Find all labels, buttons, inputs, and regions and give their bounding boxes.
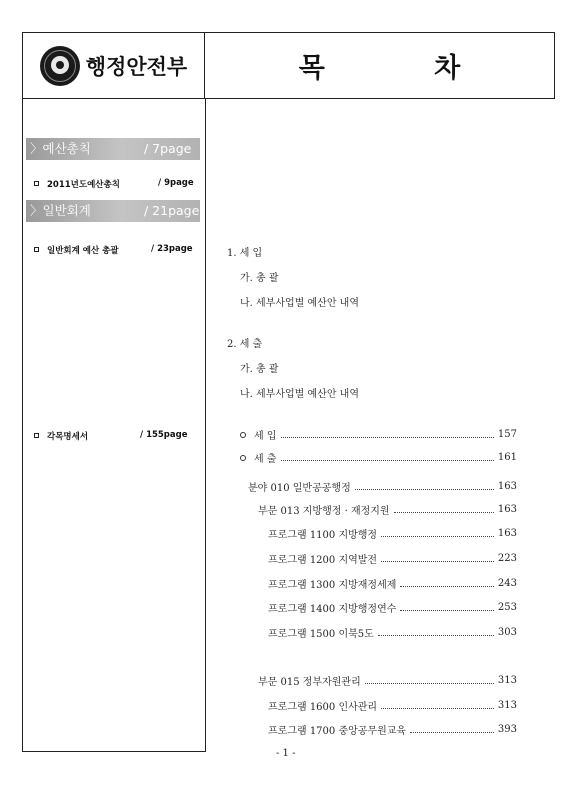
dot-leader (394, 512, 494, 513)
toc-entry[interactable]: 프로그램 1300 지방재정세제 243 (268, 578, 517, 591)
toc-page-number: 313 (497, 700, 517, 711)
toc-page-number: 303 (497, 627, 517, 638)
dot-leader (400, 586, 493, 587)
title-box (205, 32, 555, 99)
toc-entry[interactable]: 프로그램 1600 인사관리 313 (268, 700, 517, 713)
section-sub-item: 가. 총 괄 (240, 364, 279, 375)
toc-page-number: 161 (497, 452, 517, 463)
sidebar-item-label: 일반회계 예산 총괄 (47, 246, 119, 256)
sidebar-item-line-items[interactable] (34, 430, 199, 442)
section-sub-item: 가. 총 괄 (240, 273, 279, 284)
square-bullet-icon (34, 247, 39, 252)
page-number: - 1 - (276, 748, 296, 759)
section-sub-item: 나. 세부사업별 예산안 내역 (240, 389, 359, 400)
sidebar-item-label: 2011년도예산총칙 (47, 180, 120, 190)
toc-page-number: 163 (497, 504, 517, 515)
circle-bullet-icon (240, 432, 246, 438)
circle-bullet-icon (240, 455, 246, 461)
sidebar-banner-budget-rules[interactable] (26, 138, 200, 160)
dot-leader (281, 437, 494, 438)
ministry-seal-icon (40, 46, 80, 86)
toc-page-number: 313 (497, 675, 517, 686)
toc-entry[interactable]: 프로그램 1700 중앙공무원교육 393 (268, 724, 517, 737)
toc-page-number: 243 (497, 578, 517, 589)
section-sub-item: 나. 세부사업별 예산안 내역 (240, 298, 359, 309)
toc-page-number: 157 (497, 429, 517, 440)
toc-page-number: 163 (497, 528, 517, 539)
toc-entry[interactable]: 프로그램 1200 지역발전 223 (268, 553, 517, 566)
sidebar-item-page: / 23page (151, 244, 193, 254)
sidebar-right-border (205, 99, 206, 752)
dot-leader (365, 683, 494, 684)
chevron-right-icon: 〉 (30, 141, 43, 156)
chevron-right-icon: 〉 (30, 203, 43, 218)
dot-leader (381, 536, 494, 537)
toc-entry[interactable]: 부문 013 지방행정 · 재정지원 163 (258, 504, 517, 517)
page-title: 목 차 (298, 53, 511, 84)
sidebar-left-border (22, 99, 23, 752)
dot-leader (410, 732, 494, 733)
section-heading-expenditure: 2. 세 출 (227, 339, 263, 350)
dot-leader (381, 708, 494, 709)
toc-page-number: 223 (497, 553, 517, 564)
banner-page: / 21page (144, 203, 200, 218)
dot-leader (355, 489, 494, 490)
dot-leader (378, 635, 494, 636)
banner-page: / 7page (144, 141, 192, 156)
toc-page-number: 253 (497, 602, 517, 613)
sidebar-item-page: / 9page (158, 178, 194, 188)
square-bullet-icon (34, 433, 39, 438)
toc-entry[interactable]: 세 출 161 (240, 450, 517, 465)
dot-leader (381, 561, 494, 562)
sidebar-banner-general-account[interactable] (26, 200, 200, 222)
banner-label: 일반회계 (42, 203, 91, 218)
toc-entry[interactable]: 분야 010 일반공공행정 163 (248, 481, 517, 494)
toc-page-number: 163 (497, 481, 517, 492)
dot-leader (281, 460, 494, 461)
toc-entry[interactable]: 프로그램 1400 지방행정연수 253 (268, 602, 517, 615)
sidebar-item-label: 각목명세서 (47, 432, 89, 442)
toc-page-number: 393 (497, 724, 517, 735)
toc-entry[interactable]: 프로그램 1500 이북5도 303 (268, 627, 517, 640)
sidebar-item-budget-rules-2011[interactable] (34, 178, 199, 190)
sidebar-bottom-border (22, 751, 206, 752)
ministry-name: 행정안전부 (85, 54, 188, 79)
toc-entry[interactable]: 프로그램 1100 지방행정 163 (268, 528, 517, 541)
toc-entry[interactable]: 부문 015 정부자원관리 313 (258, 675, 517, 688)
section-heading-revenue: 1. 세 입 (227, 248, 263, 259)
banner-label: 예산총칙 (42, 141, 91, 156)
square-bullet-icon (34, 181, 39, 186)
sidebar-item-page: / 155page (140, 430, 188, 440)
dot-leader (400, 610, 493, 611)
toc-entry[interactable]: 세 입 157 (240, 427, 517, 442)
ministry-header (22, 32, 205, 99)
sidebar-item-general-summary[interactable] (34, 244, 199, 256)
